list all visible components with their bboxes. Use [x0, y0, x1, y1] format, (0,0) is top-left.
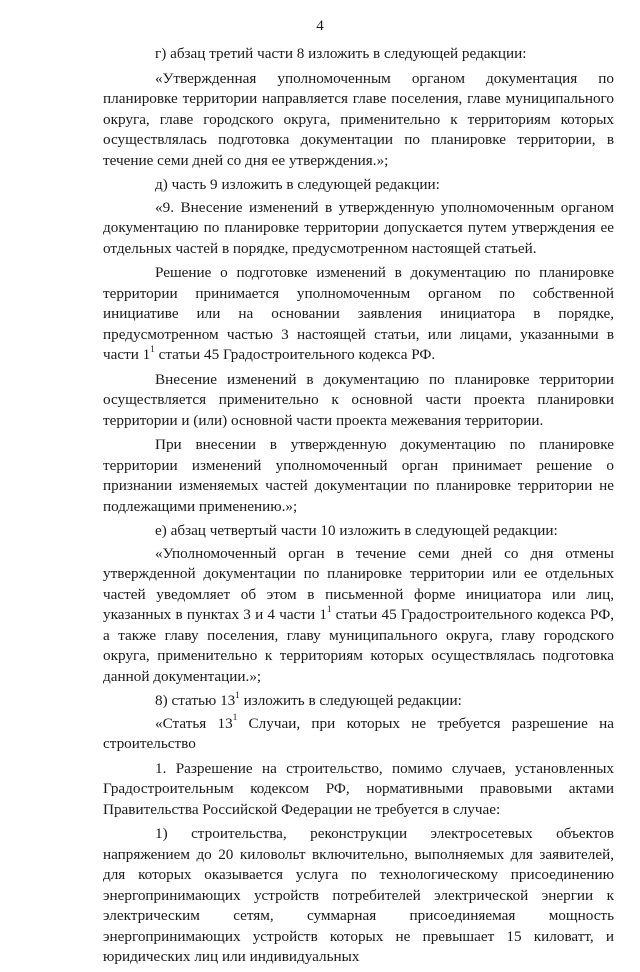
- paragraph: [103, 691, 614, 712]
- paragraph-text: статьи 45 Градостроительного кодекса РФ, а также главу поселения, главу муниципального округа, главу городского округа, применительно к территориям которых осуществлялась подготовка данной документации.»;: [103, 606, 614, 685]
- document-body: [103, 44, 614, 972]
- paragraph: 1. Разрешение на строительство, помимо случаев, установленных Градостроительным кодексом РФ, нормативными правовыми актами Правительства Российской Федерации не требуется в случае:: [103, 759, 614, 818]
- paragraph-text: «Уполномоченный орган в течение семи дней со дня отмены утвержденной документации по планировке территории или ее отдельных частей уведомляет об этом в письменной форме инициатора или лиц, указанных в пунктах 3 и 4 части 1: [103, 544, 614, 623]
- paragraph: д) часть 9 изложить в следующей редакции:: [155, 176, 440, 193]
- paragraph-text: 8) статью 13: [155, 692, 236, 709]
- superscript: 1: [326, 603, 332, 614]
- paragraph: «Утвержденная уполномоченным органом документация по планировке территории направляется главе поселения, главе муниципального округа, главе городского округа, применительно к территориям которых осуществлялась подготовка документации по планировке территории, в течение семи дней со дня ее утверждения.»;: [103, 69, 614, 169]
- paragraph-text: изложить в следующей редакции:: [239, 692, 462, 709]
- paragraph: е) абзац четвертый части 10 изложить в следующей редакции:: [155, 522, 558, 539]
- superscript: 1: [150, 343, 155, 354]
- paragraph-text: «Статья 13: [155, 714, 233, 732]
- paragraph-text: Случаи, при которых не требуется разрешение на строительство: [103, 714, 614, 752]
- paragraph-text: статьи 45 Градостроительного кодекса РФ.: [154, 346, 436, 363]
- paragraph: [103, 544, 614, 688]
- article-heading: [103, 714, 614, 755]
- paragraph: При внесении в утвержденную документацию по планировке территории изменений уполномоченный орган принимает решение о признании изменяемых частей документации по планировке территории не подлежащими применению.»;: [103, 436, 614, 515]
- paragraph-text: Решение о подготовке изменений в документацию по планировке территории принимается уполномоченным органом по собственной инициативе или на основании заявления инициатора в порядке, предусмотренном частью 3 настоящей статьи, или лицами, указанными в части 1: [103, 264, 614, 363]
- paragraph: [103, 263, 614, 366]
- superscript: 1: [235, 689, 240, 700]
- paragraph: г) абзац третий части 8 изложить в следующей редакции:: [155, 45, 527, 62]
- paragraph: «9. Внесение изменений в утвержденную уполномоченным органом документацию по планировке территории допускается путем утверждения ее отдельных частей в порядке, предусмотренном настоящей статьей.: [103, 198, 614, 257]
- paragraph: 1) строительства, реконструкции электросетевых объектов напряжением до 20 киловольт включительно, выполняемых для заявителей, для которых оказывается услуга по технологическому присоединению энергопринимающих устройств потребителей электрической энергии к электрическим сетям, суммарная присоединяемая мощность энергопринимающих устройств которых не превышает 15 киловатт, и юридических лиц или индивидуальных: [103, 825, 614, 965]
- paragraph: Внесение изменений в документацию по планировке территории осуществляется применительно к основной части проекта планировки территории и (или) основной части проекта межевания территории.: [103, 370, 614, 429]
- superscript: 1: [232, 712, 238, 723]
- page-number: 4: [316, 18, 324, 34]
